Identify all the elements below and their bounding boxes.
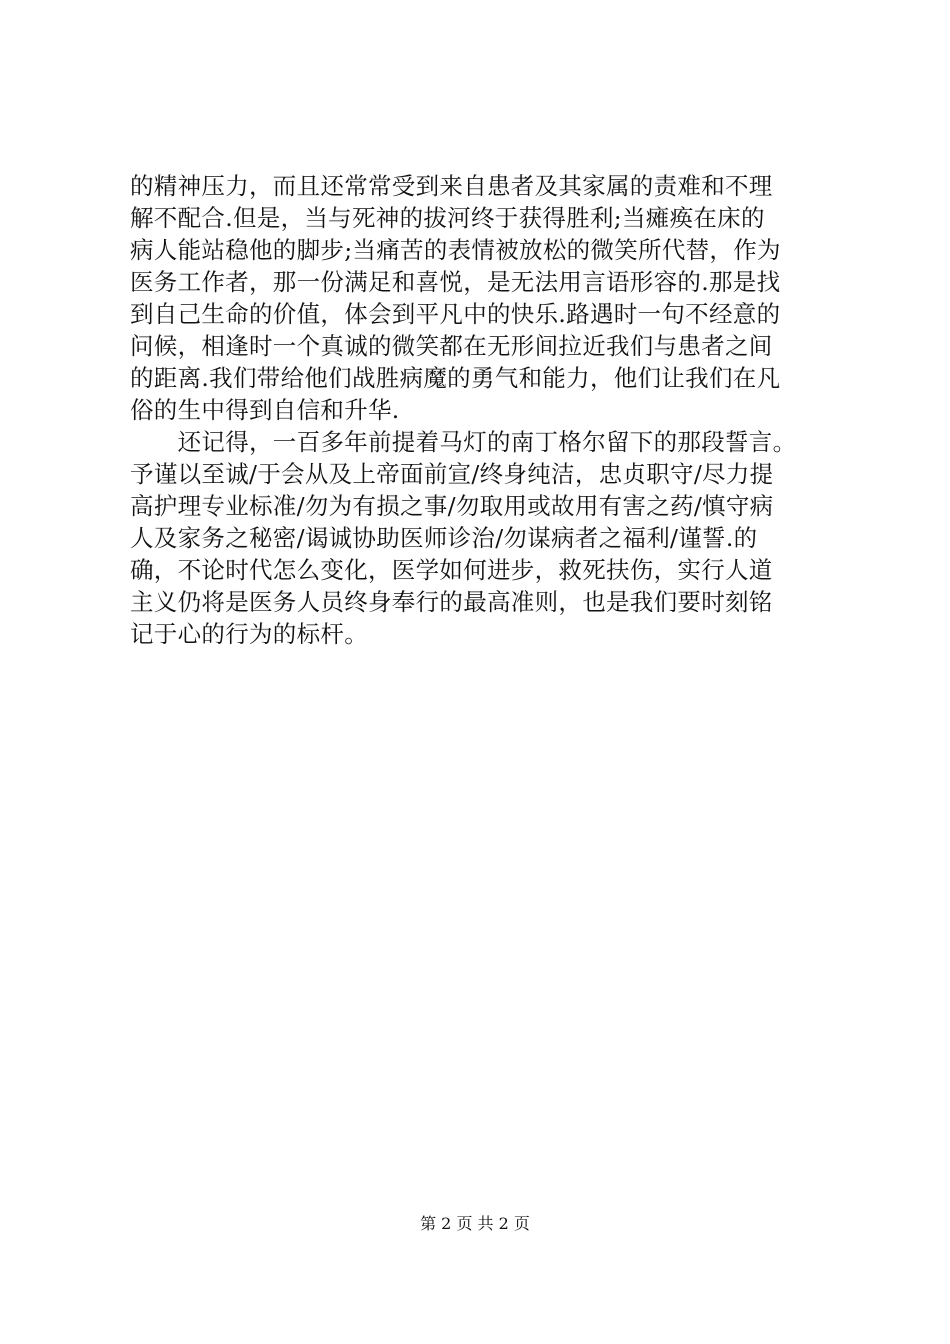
text-line: 确，不论时代怎么变化，医学如何进步，救死扶伤，实行人道 xyxy=(130,556,773,584)
text-line: 高护理专业标准/勿为有损之事/勿取用或故用有害之药/慎守病 xyxy=(130,492,774,520)
text-line: 主义仍将是医务人员终身奉行的最高准则，也是我们要时刻铭 xyxy=(130,588,773,616)
page-number-footer: 第 2 页 共 2 页 xyxy=(420,1214,530,1233)
text-line: 的精神压力，而且还常常受到来自患者及其家属的责难和不理 xyxy=(130,172,773,200)
text-line: 病人能站稳他的脚步;当痛苦的表情被放松的微笑所代替，作为 xyxy=(130,236,781,264)
text-line: 问候，相逢时一个真诚的微笑都在无形间拉近我们与患者之间 xyxy=(130,332,773,360)
text-line: 医务工作者，那一份满足和喜悦，是无法用言语形容的.那是找 xyxy=(130,268,781,296)
text-line: 的距离.我们带给他们战胜病魔的勇气和能力，他们让我们在凡 xyxy=(130,364,781,392)
document-body xyxy=(130,170,830,650)
text-line: 俗的生中得到自信和升华. xyxy=(130,396,400,424)
text-line: 到自己生命的价值，体会到平凡中的快乐.路遇时一句不经意的 xyxy=(130,300,781,328)
text-line: 记于心的行为的标杆。 xyxy=(130,620,368,648)
text-line: 予谨以至诚/于会从及上帝面前宣/终身纯洁，忠贞职守/尽力提 xyxy=(130,460,774,488)
text-line: 解不配合.但是，当与死神的拔河终于获得胜利;当瘫痪在床的 xyxy=(130,204,765,232)
text-line: 还记得，一百多年前提着马灯的南丁格尔留下的那段誓言。 xyxy=(130,428,797,456)
text-line: 人及家务之秘密/谒诚协助医师诊治/勿谋病者之福利/谨誓.的 xyxy=(130,524,758,552)
